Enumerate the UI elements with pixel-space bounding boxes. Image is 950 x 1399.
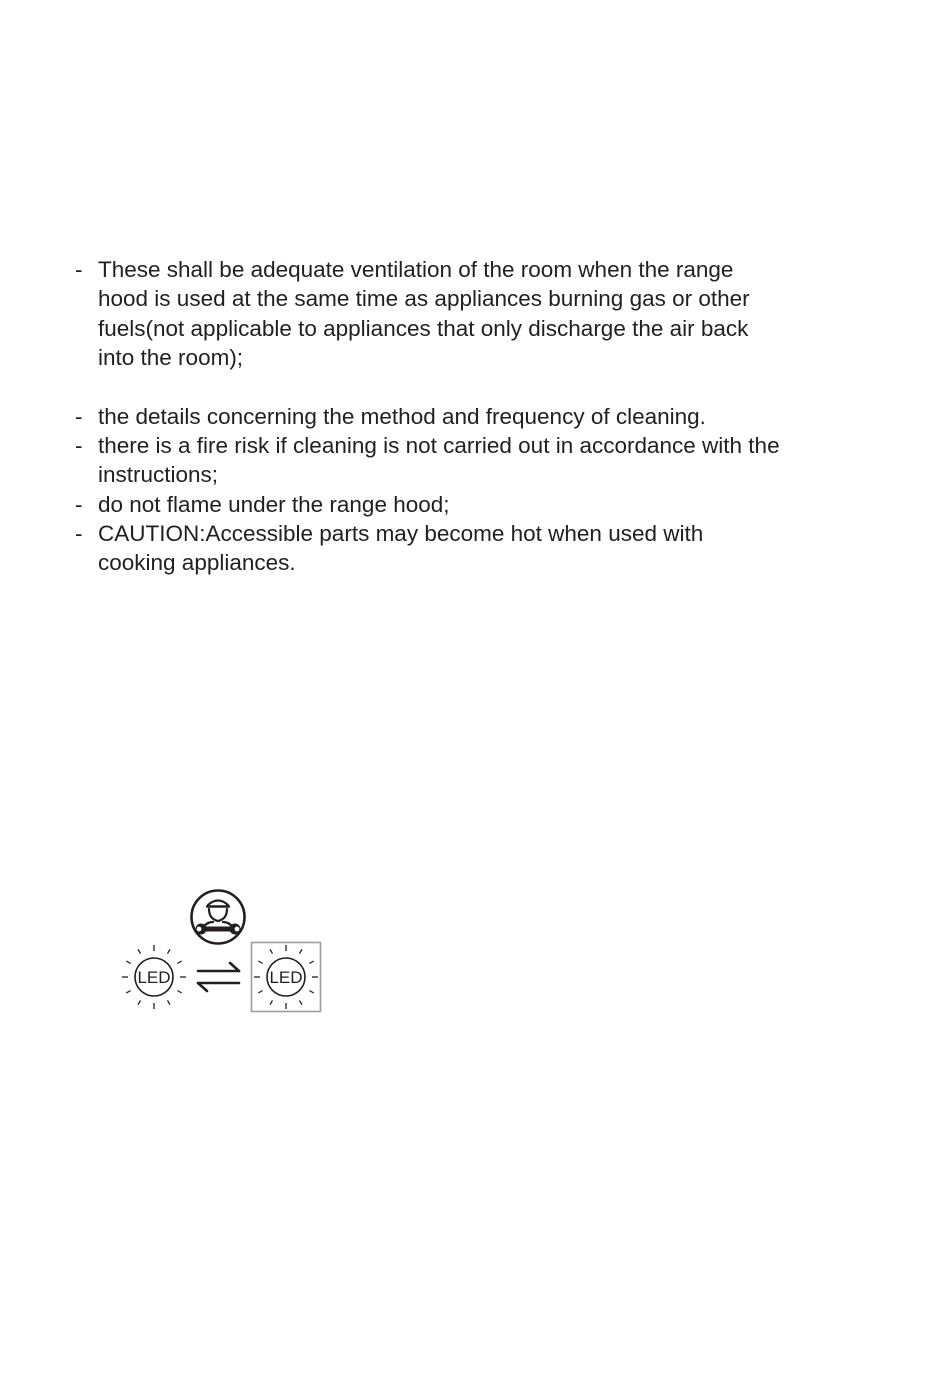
led-replacement-illustration [118, 886, 328, 1018]
warning-item-cleaning-details [75, 402, 895, 431]
warning-item-caution-hot [75, 519, 895, 578]
warning-item-fire-risk [75, 431, 895, 490]
warning-text: the details concerning the method and frequency of cleaning. [98, 404, 706, 429]
bullet-dash: - [75, 521, 83, 546]
led-label-right: LED [269, 968, 303, 987]
warning-item-ventilation [75, 255, 895, 372]
bullet-dash: - [75, 404, 83, 429]
led-label-left: LED [137, 968, 171, 987]
bullet-dash: - [75, 257, 83, 282]
technician-with-wrench-icon [192, 891, 245, 944]
warning-text: do not flame under the range hood; [98, 492, 450, 517]
bullet-dash: - [75, 433, 83, 458]
warning-text: These shall be adequate ventilation of the room when the range hood is used at the same time as appliances burning gas or other fuels(not applicable to appliances that only discharge the air back into the room); [98, 257, 750, 370]
bullet-dash: - [75, 492, 83, 517]
warning-item-no-flame [75, 490, 895, 519]
led-replacement-diagram [118, 886, 328, 1018]
warning-text: CAUTION:Accessible parts may become hot when used with cooking appliances. [98, 521, 704, 576]
swap-arrows-icon [198, 963, 239, 991]
warning-text: there is a fire risk if cleaning is not carried out in accordance with the instructions; [98, 433, 780, 488]
